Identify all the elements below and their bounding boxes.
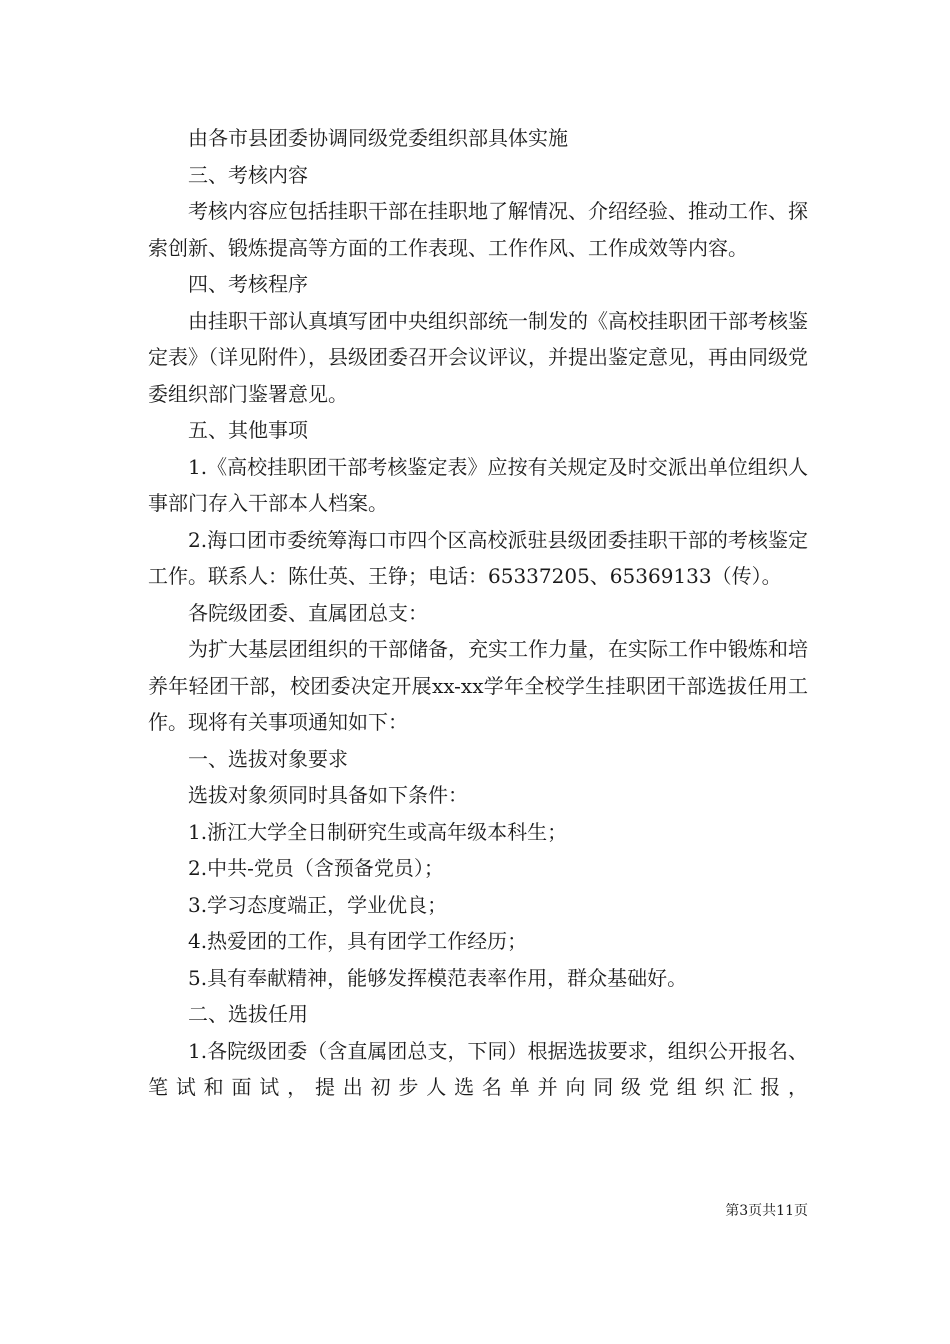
paragraph-1: 由各市县团委协调同级党委组织部具体实施 [188, 126, 568, 150]
paragraph-notice-intro: 为扩大基层团组织的干部储备，充实工作力量，在实际工作中锻炼和培养年轻团干部，校团委决定开展xx-xx学年全校学生挂职团干部选拔任用工作。现将有关事项通知如下： [148, 637, 808, 734]
list-item-condition-4: 4.热爱团的工作，具有团学工作经历； [188, 929, 528, 953]
paragraph-assessment-content: 考核内容应包括挂职干部在挂职地了解情况、介绍经验、推动工作、探索创新、锻炼提高等方面的工作表现、工作作风、工作成效等内容。 [148, 199, 808, 260]
paragraph-selection-appointment-1: 1.各院级团委（含直属团总支，下同）根据选拔要求，组织公开报名、笔试和面试，提出初步人选名单并向同级党组织汇报， [148, 1038, 808, 1099]
paragraph-other-matters-1: 1.《高校挂职团干部考核鉴定表》应按有关规定及时交派出单位组织人事部门存入干部本人档案。 [148, 454, 808, 515]
document-body [148, 120, 808, 1106]
paragraph-conditions-intro: 选拔对象须同时具备如下条件： [188, 783, 468, 807]
section-heading-selection-appointment: 二、选拔任用 [188, 1002, 308, 1026]
paragraph-salutation: 各院级团委、直属团总支： [188, 600, 428, 625]
page-number: 第3页共11页 [725, 1203, 808, 1219]
section-heading-other-matters: 五、其他事项 [188, 418, 308, 442]
list-item-condition-3: 3.学习态度端正，学业优良； [188, 892, 448, 917]
list-item-condition-1: 1.浙江大学全日制研究生或高年级本科生； [188, 819, 568, 844]
section-heading-assessment-content: 三、考核内容 [188, 162, 308, 187]
section-heading-assessment-procedure: 四、考核程序 [188, 272, 308, 296]
list-item-condition-5: 5.具有奉献精神，能够发挥模范表率作用，群众基础好。 [188, 965, 688, 990]
list-item-condition-2: 2.中共-党员（含预备党员）； [188, 856, 444, 880]
paragraph-other-matters-2: 2.海口团市委统筹海口市四个区高校派驻县级团委挂职干部的考核鉴定工作。联系人：陈仕英、王铮；电话：65337205、65369133（传）。 [148, 527, 808, 588]
paragraph-assessment-procedure: 由挂职干部认真填写团中央组织部统一制发的《高校挂职团干部考核鉴定表》（详见附件），县级团委召开会议评议，并提出鉴定意见，再由同级党委组织部门鉴署意见。 [148, 308, 808, 406]
section-heading-selection-requirements: 一、选拔对象要求 [188, 746, 348, 771]
